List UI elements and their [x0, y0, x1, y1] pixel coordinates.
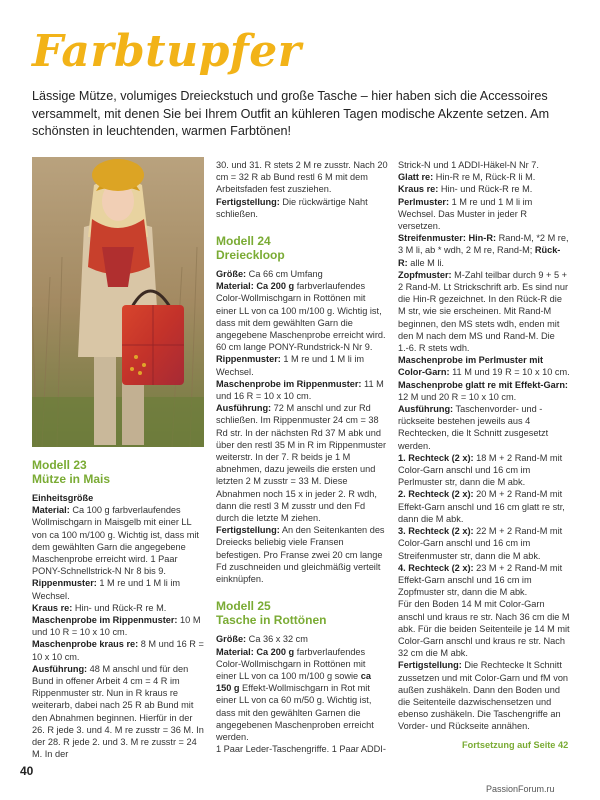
page-number: 40: [20, 764, 34, 778]
page-title: Farbtupfer: [32, 26, 302, 77]
model-photo: [32, 157, 204, 447]
column-3: Strick-N und 1 ADDI-Häkel-N Nr 7. Glatt re: Hin-R re M, Rück-R li M. Kraus re: Hin- und Rück-R re M. Perlmuster: 1 M re und 1 M li im Wechsel. Das Muster in jeder R versetzen. Streifenmuster: Hin-R: Rand-M, *2 M re, 3 M li, ab * wdh, 2 M re, Rand-M; Rück-R: alle M li. Zopfmuster: M-Zahl teilbar durch 9 + 5 + 2 Rand-M. Lt Strickschrift arb. Es sind nur die Hin-R gezeichnet. In den Rück-R die M str, wie sie erscheinen. Mit Rand-M beginnen, den MS stets wdh, enden mit den M nach dem MS und Rand-M. Die 1.-6. R stets wdh. Maschenprobe im Perlmuster mit Color-Garn: 11 M und 19 R = 10 x 10 cm. Maschenprobe glatt re mit Effekt-Garn: 12 M und 20 R = 10 x 10 cm. Ausführung: Taschenvorder- und -rückseite bestehen jeweils aus 4 Rechtecken, die lt Schnitt zusgesetzt werden. 1. Rechteck (2 x): 18 M + 2 Rand-M mit Color-Garn anschl und 16 cm im Perlmuster str, dann die M abk. 2. Rechteck (2 x): 20 M + 2 Rand-M mit Effekt-Garn anschl und 16 cm glatt re str, dann die M abk. 3. Rechteck (2 x): 22 M + 2 Rand-M mit Color-Garn anschl und 16 cm im Streifenmuster str, dann die M abk. 4. Rechteck (2 x): 23 M + 2 Rand-M mit Effekt-Garn anschl und 16 cm im Zopfmuster str, dann die M abk. Für den Boden 14 M mit Color-Garn anschl und kraus re str. Nach 36 cm die M abk. Für die beiden Seitenteile je 14 M mit Color-Garn anschl und kraus re str. Nach 32 cm die M abk. Fertigstellung: Die Rechtecke lt Schnitt zussetzen und mit Color-Garn und fM von außen zushäkeln. Dann den Boden und die Seitenteile dazwischensetzen und ebenso zushäkeln. Die Taschengriffe an Vorder- und Rückseite annähen.: [398, 160, 570, 732]
column-2: 30. und 31. R stets 2 M re zusstr. Nach 20 cm = 32 R ab Bund restl 6 M mit dem Arbeitsfaden fest zusziehen. Fertigstellung: Die rückwärtige Naht schließen. Modell 24 Dreieckloop Größe: Ca 66 cm Umfang Material: Ca 200 g farbverlaufendes Color-Wollmischgarn in Rottönen mit einer LL von ca 100 m/100 g. Wichtig ist, dass mit dem gewählten Garn die angegebene Maschenprobe erreicht wird. 60 cm lange PONY-Rundstrick-N Nr 9. Rippenmuster: 1 M re und 1 M li im Wechsel. Maschenprobe im Rippenmuster: 11 M und 16 R = 10 x 10 cm. Ausführung: 72 M anschl und zur Rd schließen. Im Rippenmuster 24 cm = 38 Rd str. In der nächsten Rd 37 M abk und über den restl 35 M in R im Rippenmuster weiterstr. In der 7. R beids je 1 M abnehmen, dazu jeweils die ersten und letzten 2 M zusstr = 33 M. Diese Abnahmen noch 15 x in jeder 2. R wdh, dann die restl 3 M zusstr und den Fd durch die letzte M ziehen. Fertigstellung: An den Seitenkanten des Dreiecks beliebig viele Fransen befestigen. Pro Franse zwei 20 cm lange Fd zuschneiden und gleichmäßig verteilt einknüpfen. Modell 25 Tasche in Rottönen Größe: Ca 36 x 32 cm Material: Ca 200 g farbverlaufendes Color-Wollmischgarn in Rottönen mit einer LL von ca 100 m/100 g sowie ca 150 g Effekt-Wollmischgarn in Rot mit einer LL von ca 60 m/50 g. Wichtig ist, dass mit den gewählten Garnen die angegebenen Maschenproben erreicht werden. 1 Paar Leder-Taschengriffe. 1 Paar ADDI-: [216, 160, 388, 755]
model-23-heading: Modell 23 Mütze in Mais: [32, 458, 111, 486]
watermark: PassionForum.ru: [486, 784, 555, 794]
intro-text: Lässige Mütze, volumiges Dreieckstuch und große Tasche – hier haben sich die Accessoires versammelt, mit denen Sie bei Ihrem Outfit an kühleren Tagen modische Akzente setzen. Am schönsten in leuchtenden, warmen Farbtönen!: [32, 89, 550, 138]
model-photo-illustration: [32, 157, 204, 447]
size-label: Einheitsgröße: [32, 493, 94, 503]
column-1: Modell 23 Mütze in Mais Einheitsgröße Material: Ca 100 g farbverlaufendes Wollmischgarn in Maisgelb mit einer LL von ca 100 m/100 g. Wichtig ist, dass mit dem gewählten Garn die angegebene Maschenprobe erreicht wird. 1 Paar PONY-Schnellstrick-N Nr 8 bis 9. Rippenmuster: 1 M re und 1 M li im Wechsel. Kraus re: Hin- und Rück-R re M. Maschenprobe im Rippenmuster: 10 M und 10 R = 10 x 10 cm. Maschenprobe kraus re: 8 M und 16 R = 10 x 10 cm. Ausführung: 48 M anschl und für den Bund in offener Arbeit 4 cm = 4 R im Rippenmuster str. Nun in R kraus re weiterarb, dabei nach 25 R ab Bund mit den Abnahmen beginnen. Hierfür in der 26. R jede 3. und 4. M re zusstr = 36 M. In der 28. R jede 2. und 3. M re zusstr = 24 M. In der: [32, 458, 204, 760]
model-24-heading: Modell 24 Dreieckloop: [216, 234, 285, 263]
model-25-heading: Modell 25 Tasche in Rottönen: [216, 599, 327, 628]
continuation-link[interactable]: Fortsetzung auf Seite 42: [462, 740, 569, 750]
